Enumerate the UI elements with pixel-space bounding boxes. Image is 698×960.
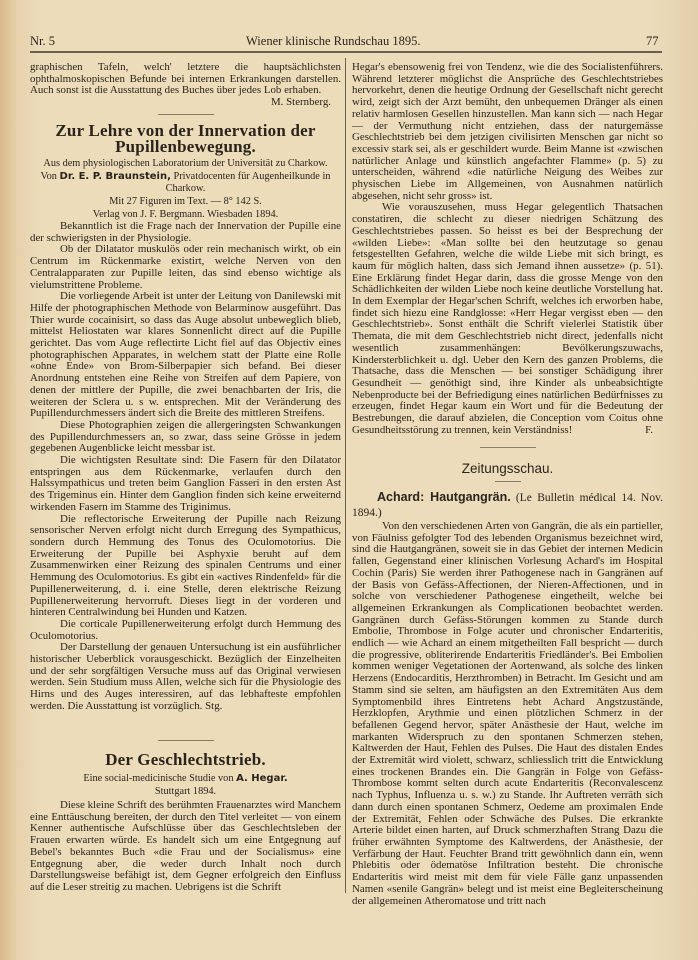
review2-continuation <box>352 62 663 437</box>
page-number: 77 <box>646 34 659 48</box>
paragraph: Diese kleine Schrift des berühmten Frauenarztes wird Manchem eine Enttäuschung bereiten, der durch den Titel verleitet — von einem Kenner authentische Aufschlüsse über das Geschlechtsleben der Frauen erwarten würde. Es handelt sich um eine Entgegnung auf Bebel's bekanntes Buch «die Frau und der Socialismus» eine Entgegnung aber, die weder durch Inhalt noch durch Darstellungsweise befähigt ist, dem Gegner erfolgreich den Einfluss auf die Leser streitig zu machen. Uebrigens ist die Schrift <box>30 799 341 893</box>
paragraph: Wie vorauszusehen, muss Hegar gelegentlich Thatsachen constatiren, die schlecht zu dieser niedrigen Schätzung des Geschlechtstriebes passen. So heisst es bei der Besprechung der «wilden Liebe»: «Man sollte bei den heutzutage so genau fetsgestellten Gefahren, welche die wilde Liebe mit sich bringt, es kaum für möglich halten, dass sich Jemand ihnen aussetze» (p. 51). Eine Erklärung findet Hegar darin, dass die grosse Menge von den Schädlichkeiten der wilden Liebe noch keine deutliche Vorstellung hat. In dem Exemplar der Hegar'schen Schrift, welches ich erworben habe, findet sich hiezu eine Randglosse: «Herr Hegar vergisst eben — den Geschlechtstrieb». Sonst enthält die Schrift vielerlei Statistik über Themata, die mit dem Geschlechtstrieb nicht direct, jedenfalls nicht wesentlich zusammenhängen: Bevölkerungszuwachs, Kindersterblichkeit u. dgl. Ueber den Kern des ganzen Problems, die Thatsache, dass die Menschen — bei sonstiger Schädigung ihrer Gesundheit — genöthigt sind, ihre Kinder als unbeabsichtigte Nebenproducte bei der Befriedigung eines natürlichen Bedürfnisses zu erzeugen, findet Hegar kaum ein Wort und für die Bedeutung der Bestrebungen, die darauf abzielen, die Conception vom Coitus ohne Gesundheitsstörung zu trennen, kein Verständniss! <box>352 201 663 436</box>
review1-header <box>30 123 341 222</box>
paragraph: Bekanntlich ist die Frage nach der Innervation der Pupille eine der schwierigsten in der Physiologie. <box>30 220 341 244</box>
article-heading-line <box>352 490 663 521</box>
section-title: Zeitungsschau. <box>461 461 554 476</box>
review2-divider <box>30 740 341 741</box>
paragraph: Hegar's ebensowenig frei von Tendenz, wie die des Socialistenführers. Während letzterer möglichst die Ansprüche des Geschlechtstriebes hervorkehrt, denen die heutige Ordnung der Gesellschaft nicht gerecht wird, zeigt sich der Arzt bemüht, den unbequemen Dränger als einen relativ harmlosen Gesellen hinzustellen. Man kann sich — nach Hegar — der Vermuthung nicht entziehen, dass der naturgemässe Geschlechtstrieb bei dem jetzigen civilisirten Menschen gar nicht so excessiv stark sei, als er geschildert wurde. Beim Manne ist «zwischen natürlicher Anlage und künstlich angefachter Flamme» (p. 5) zu unterscheiden, während «die natürliche Neigung des Weibes zur physischen Liebe im Allgemeinen, von Ausnahmen natürlich abgesehen, nicht sehr gross» ist. <box>352 61 663 202</box>
paragraph: Ob der Dilatator muskulös oder rein mechanisch wirkt, ob ein Centrum im Rückenmarke existirt, welche Nerven von den Centralapparaten zur Pupille leiten, das sind ebenso wichtige als vielumstrittene Probleme. <box>30 243 341 291</box>
journal-title: Wiener klinische Rundschau 1895. <box>246 34 421 48</box>
review1-title: Zur Lehre von der Innervation der Pupillenbewegung. <box>55 121 316 156</box>
subtitle-prefix: Eine social-medicinische Studie von <box>83 773 234 784</box>
review2-title: Der Geschlechtstrieb. <box>105 750 266 769</box>
review2-author: A. Hegar. <box>236 773 288 784</box>
article <box>352 490 663 907</box>
issue-number: Nr. 5 <box>30 34 55 48</box>
author-prefix: Von <box>40 170 57 182</box>
article-heading: Achard: Hautgangrän. <box>377 490 511 504</box>
paragraph: Die corticale Pupillenerweiterung erfolgt durch Hemmung des Oculomotorius. <box>30 617 341 642</box>
review1-author-line <box>30 171 341 196</box>
paragraph: Die reflectorische Erweiterung der Pupille nach Reizung sensorischer Nerven erfolgt nicht durch Erregung des Sympathicus, sondern durch Hemmung des Tonus des Oculomotorius. Die Erweiterung der Pupille bei Asphyxie beruht auf dem Zusammenwirken einer Reizung des spinalen Centrums und einer Hemmung des Oculomotorius. Es gibt ein «actives Rindenfeld» für die Pupillenerweiterung, d. i. eine Stelle, deren elektrische Reizung Pupillenerweiterung hervorruft. Dieses liegt in der vorderen und hinteren Centralwindung bei Hunden und Katzen. <box>30 512 341 619</box>
review1-publisher: Verlag von J. F. Bergmann. Wiesbaden 1894. <box>92 209 279 220</box>
review2-signature: F. <box>645 423 653 436</box>
intro-paragraph: graphischen Tafeln, welch' letztere die hauptsächlichsten ophthalmoskopischen Befunde bei internen Erkrankungen darstellen. Auch sonst ist die Ausstattung des Buches über jedes Lob erhaben. <box>30 61 341 97</box>
review2-body <box>30 800 341 894</box>
review1-divider <box>30 114 341 115</box>
review2-header <box>30 752 341 798</box>
paragraph: Diese Photographien zeigen die allergeringsten Schwankungen des Pupillendurchmessers an, so zwar, dass seine Grösse in jedem gegebenen Augenblicke leicht messbar ist. <box>30 418 341 455</box>
review2-place: Stuttgart 1894. <box>154 785 217 797</box>
author-suffix: Privatdocenten für Augenheilkunde in Charkow. <box>165 170 331 194</box>
review2-subtitle <box>30 773 341 786</box>
review1-details: Mit 27 Figuren im Text. — 8° 142 S. <box>109 195 262 207</box>
column-divider <box>345 58 346 893</box>
section-divider <box>352 447 663 448</box>
paragraph: Von den verschiedenen Arten von Gangrän, die als ein partieller, von Fäulniss gefolgter Tod des lebenden Organismus bezeichnet wird, sind die Hautgangränen, soweit sie in das Gebiet der internen Medicin fallen, Gegenstand einer klinischen Vorlesung Achard's im Hospital Cochin (Paris) Sie werden ihrer Pathogenese nach in Gangränen auf der Basis von Gefäss-Affectionen, der Nieren-Affectionen, und in solche von verschiedener Pathogenese eingetheilt, welche bei allgemeinen Erkrankungen als Complicationen beobachtet werden. Gangränen durch Gefäss-Störungen kommen zu Stande durch Embolie, Thrombose in Folge acuter und chronischer Endarteritis, endlich — wie Achard an einem mitgetheilten Fall bespricht — durch die progressive, obliterirende Endarteritis Friedländer's. Bei Embolien kommen weniger Vegetationen der Aortenwand, als solche des linken Herzens (Endocarditis, Herzthromben) in Betracht. Im Gesicht und am Stamm sind sie selten, am häufigsten an den Extremitäten Aus dem Symptomenbild ihres Eintretens hebt Achard Angstzustände, Herzklopfen, Arythmie und einen plötzlichen Schmerz in der befallenen Gegend hervor, später Anästhesie der Haut, welche im markanten Widerspruch zu den spontanen Schmerzen stehen, Kaltwerden der Haut, Fehlen des Pulses. Die Haut des distalen Endes der Extremität wird violett, schwarz, schliesslich tritt die Entwicklung eines trockenen Brandes ein. Die Gangrän in Folge von Gefäss-Thrombose kommt selten durch acute Endarteritis (Reconvalescenz nach Typhus, Influenza u. s. w.) zu Stande. Ihr Auftreten verräth sich dann durch einen spontanen Schmerz, Oedeme am proximalen Ende der Extremität, Fehlen oder Schwäche des Pulses. Die erkrankte Arterie bildet einen harten, auf Druck schmerzhaften Strang Dazu die früher erwähnten Symptome des Kaltwerdens, der Anästhesie, der Verfärbung der Haut. Feuchter Brand tritt gewöhnlich dann ein, wenn Phlebitis oder ödematöse Infiltration besteht. Die chronische Endarteritis wird meist mit dem für viele Fälle ganz unpassenden Namen «senile Gangrän» belegt und ist meist eine Begleiterscheinung der allgemeinen Atheromatose und tritt nach <box>352 520 663 907</box>
left-intro <box>30 62 341 109</box>
section-title-rule <box>352 481 663 482</box>
review1-body <box>30 221 341 713</box>
review1-author: Dr. E. P. Braunstein, <box>59 170 171 182</box>
article-source: (Le Bulletin médical 14. Nov. 1894.) <box>352 492 663 519</box>
paragraph: Der Darstellung der genauen Untersuchung ist ein ausführlicher historischer Ueberblick vorausgeschickt. Bezüglich der Einzelheiten und der sehr sorgfältigen Versuche muss auf das Original verwiesen werden. Sein Studium muss Allen, welche sich für die Physiologie des Hirns und des Auges interessiren, auf das lebhafteste empfohlen werden. Die Ausstattung ist vorzüglich. Stg. <box>30 641 341 712</box>
review1-origin: Aus dem physiologischen Laboratorium der Universität zu Charkow. <box>43 158 328 169</box>
paragraph: Die wichtigsten Resultate sind: Die Fasern für den Dilatator entspringen aus dem Rückenmarke, verlaufen durch den Halssympathicus und treten beim Ganglion Fasseri in den ersten Ast des Trigeminus ein. Hinter dem Ganglion finden sich keine erweiternd wirkenden Fasern im Stamme des Triginimus. <box>30 454 341 513</box>
paragraph: Die vorliegende Arbeit ist unter der Leitung von Danilewski mit Hilfe der photographischen Methode von Belarminow ausgeführt. Das Thier wurde cocainisirt, so dass das Auge absolut unbeweglich blieb, mittelst Heliostaten war klares Sonnenlicht direct auf die Pupille gerichtet. Das vom Auge reflectirte Licht fiel auf das Objectiv eines photographischen Apparates, in welchem statt der Platte eine Rolle «ohne Ende» von Brom-Silberpapier sich befand. Bei dieser Anordnung entstehen eine Reihe von Streifen auf dem Papiere, von denen der mittlere der Pupille, die zwei benachbarten der Iris, die weiteren der Sclera u. s w. entsprechen. Mit der Veränderung des Pupillendurchmessers ändert sich die Breite des mittleren Streifens. <box>30 290 341 420</box>
header-rule <box>30 51 662 53</box>
intro-signature: M. Sternberg. <box>271 96 331 109</box>
